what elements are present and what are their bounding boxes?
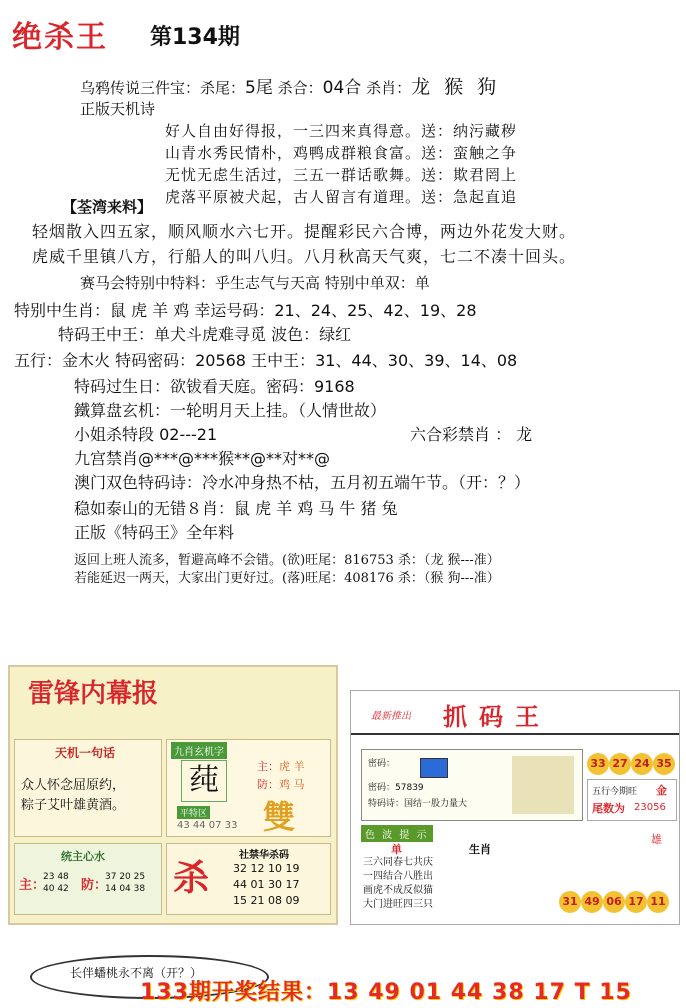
fang-row [257, 776, 305, 792]
weishu-value: 23056 [634, 802, 666, 813]
zhuamawang-card [350, 690, 680, 925]
tema-value: 国结一股力量大 [404, 799, 468, 809]
fanhui-line-2: 若能延迟一两天，大家出门更好过。(落)旺尾：408176 杀：（猴 狗---准） [74, 571, 500, 586]
tianji-text-1: 众人怀念屈原约， [21, 778, 126, 793]
crow-line [80, 72, 500, 99]
zhuamawang-title: 抓码王 [443, 702, 551, 731]
mima-box [361, 749, 583, 821]
leifeng-card [8, 665, 338, 925]
bottom-ball-3: 06 [603, 891, 625, 913]
mima-label-2: 密码： [368, 783, 396, 793]
taishan-line: 稳如泰山的无错８肖：鼠 虎 羊 鸡 马 牛 猪 兔 [74, 499, 398, 518]
mima-value-row [368, 780, 424, 793]
poem-line-3: 无忧无虑生活过，三五一群话歌舞。送：欺君罔上 [165, 166, 518, 184]
xin-zhu-label: 主： [19, 878, 46, 893]
shehua-title: 社禁华杀码 [239, 850, 289, 861]
zhu-row [257, 758, 305, 774]
poem-line-2: 山青水秀民情朴，鸡鸭成群粮食富。送：蛮触之争 [165, 144, 518, 162]
tema-row [368, 796, 467, 809]
guoshengri-line: 特码过生日：欲钹看天庭。密码：9168 [74, 377, 355, 396]
crow-xiao: 龙 猴 狗 [411, 76, 501, 98]
quanwan-title: 【荃湾来料】 [62, 198, 153, 216]
xin-row-1: 23 48 [43, 872, 69, 882]
xinshui-box [14, 843, 162, 915]
jiuxiao-box [166, 739, 331, 837]
wuxing-label: 五行今期旺 [592, 787, 638, 797]
verse-line-2: 虎威千里镇八方，行船人的叫八归。八月秋高天气爽，七二不凑十回头。 [32, 247, 577, 266]
xin-row-2: 40 42 [43, 884, 69, 894]
zhu-label: 主： [257, 760, 279, 773]
mima-label: 密码： [368, 759, 396, 769]
shehua-row-3: 15 21 08 09 [233, 894, 300, 907]
draw-result: 133期开奖结果：13 49 01 44 38 17 T 15 [140, 980, 632, 1005]
sha-char: 杀 [173, 857, 210, 899]
shehua-box [166, 843, 331, 915]
temawang-line: 特码王中王：单犬斗虎难寻觅 波色：绿红 [58, 325, 352, 344]
xinshui-title: 统主心水 [61, 850, 105, 863]
cloud-text: 长伴蟠桃永不离（开？） [70, 966, 203, 980]
weishu-label: 尾数为 [592, 802, 625, 815]
bottom-ball-4: 17 [625, 891, 647, 913]
xiong-label: 雄 [651, 833, 662, 846]
tianji-text-2: 粽子艾叶雄黄酒。 [21, 798, 126, 813]
fanhui-line-1: 返回上班人流多，暂避高峰不会错。(欲)旺尾：816753 杀：（龙 猴---准） [74, 553, 500, 568]
verse-line-1: 轻烟散入四五家，顺风顺水六七开。提醒彩民六合博，两边外花发大财。 [32, 222, 577, 241]
tebie-shengxiao-line: 特别中生肖：鼠 虎 羊 鸡 幸运号码：21、24、25、42、19、28 [14, 301, 477, 320]
aomen-line: 澳门双色特码诗：冷水冲身热不枯，五月初五端午节。（开：？） [74, 473, 531, 492]
crow-tail: 5尾 [245, 78, 273, 98]
pingte-nums: 43 44 07 33 [177, 820, 238, 831]
crow-he: 04合 [322, 78, 362, 98]
top-ball-2: 27 [609, 753, 631, 775]
top-ball-1: 33 [587, 753, 609, 775]
poem-2: 一四结合八胜出 [363, 871, 433, 882]
shehua-row-2: 44 01 30 17 [233, 878, 300, 891]
crow-label: 乌鸦传说三件宝：杀尾： [80, 79, 246, 97]
liuhecai-line: 六合彩禁肖 ： 龙 [410, 425, 533, 444]
fang-label: 防： [257, 778, 279, 791]
fang-value: 鸡 马 [279, 778, 305, 791]
tianji-title: 正版天机诗 [80, 100, 156, 118]
mima-value: 57839 [395, 783, 424, 793]
saima-line: 赛马会特别中特料：乎生志气与天高 特别中单双：单 [80, 274, 430, 292]
jiuxiao-label: 九肖玄机字 [171, 742, 227, 759]
leifeng-title: 雷锋内幕报 [28, 679, 159, 709]
poem-3: 画虎不成反似猫 [363, 885, 433, 896]
poem-4: 大门进旺四三只 [363, 899, 433, 910]
jiuxiao-char: 莼 [181, 760, 227, 802]
wuxing-box [587, 779, 677, 821]
jiugong-line: 九宫禁肖@***@***猴**@**对**@ [74, 449, 331, 468]
crow-xiao-label: 杀肖： [366, 79, 412, 97]
shuang-char: 雙 [263, 798, 296, 836]
poem-line-4: 虎落平原被犬起，古人留言有道理。送：急起直追 [165, 188, 518, 206]
tianji-box [14, 739, 162, 837]
xiaojie-line: 小姐杀特段 02---21 [74, 425, 218, 444]
dan-label: 单 [391, 843, 402, 856]
bottom-ball-1: 31 [559, 891, 581, 913]
tiesuanpan-line: 鐵算盘玄机：一轮明月天上挂。（人情世故） [74, 401, 387, 420]
shengxiao-label: 生肖 [469, 843, 491, 856]
latest-tag: 最新推出 [371, 711, 411, 722]
logo-icon [420, 758, 448, 778]
bottom-ball-2: 49 [581, 891, 603, 913]
shehua-row-1: 32 12 10 19 [233, 862, 300, 875]
top-ball-4: 35 [653, 753, 675, 775]
tema-label: 特码诗： [368, 799, 405, 809]
page-title: 绝杀王 [12, 20, 108, 55]
fang-row-2: 14 04 38 [105, 884, 146, 894]
poem-1: 三六同春七共庆 [363, 857, 433, 868]
crow-he-label: 杀合： [277, 79, 323, 97]
poem-line-1: 好人自由好得报，一三四来真得意。送：纳污藏秽 [165, 122, 518, 140]
zhu-value: 虎 羊 [279, 760, 305, 773]
fang-row-1: 37 20 25 [105, 872, 146, 882]
xin-fang-label: 防： [81, 878, 108, 893]
illustration-icon [512, 756, 574, 814]
wuxing-line: 五行：金木火 特码密码：20568 王中王：31、44、30、39、14、08 [14, 351, 518, 370]
wuxing-value: 金 [656, 784, 667, 797]
tianji-label: 天机一句话 [55, 746, 116, 760]
quannian-line: 正版《特码王》全年料 [74, 523, 235, 542]
top-ball-3: 24 [631, 753, 653, 775]
bottom-ball-5: 11 [647, 891, 669, 913]
sechu-label: 色 波 提 示 [361, 825, 433, 842]
pingte-label: 平特区 [177, 806, 210, 819]
issue-number: 第134期 [150, 25, 240, 50]
